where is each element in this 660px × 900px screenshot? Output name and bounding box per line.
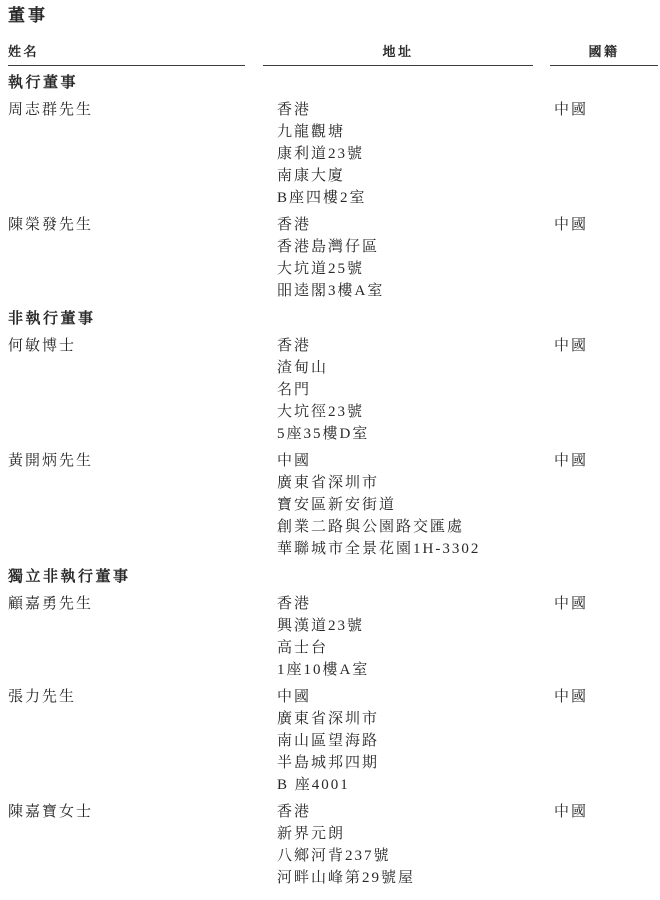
address-line: B座四樓2室 <box>277 190 367 206</box>
page-title: 董事 <box>8 6 48 25</box>
directors-table-body <box>8 72 658 889</box>
address-line: 新界元朗 <box>277 826 346 842</box>
director-address <box>263 450 550 560</box>
address-line: 廣東省深圳市 <box>277 711 380 727</box>
section-heading: 執行董事 <box>8 75 79 91</box>
column-header-nationality: 國籍 <box>550 44 658 66</box>
address-line: 中國 <box>277 689 312 705</box>
table-header-row <box>8 44 658 66</box>
address-line: 5座35樓D室 <box>277 426 370 442</box>
director-row <box>8 335 658 445</box>
director-name: 黃開炳先生 <box>8 453 94 469</box>
director-row <box>8 214 658 302</box>
address-line: 名門 <box>277 382 312 398</box>
address-line: 南山區望海路 <box>277 733 380 749</box>
address-line: 康利道23號 <box>277 146 365 162</box>
director-nationality: 中國 <box>554 338 589 354</box>
address-line: 大坑徑23號 <box>277 404 365 420</box>
address-line: 渣甸山 <box>277 360 329 376</box>
director-nationality: 中國 <box>554 689 589 705</box>
address-line: B 座4001 <box>277 777 350 793</box>
section-heading: 獨立非執行董事 <box>8 569 131 585</box>
address-line: 寶安區新安街道 <box>277 497 397 513</box>
address-line: 香港 <box>277 804 312 820</box>
director-nationality: 中國 <box>554 217 589 233</box>
address-line: 高士台 <box>277 640 329 656</box>
address-line: 香港 <box>277 102 312 118</box>
director-address <box>263 686 550 796</box>
director-name: 張力先生 <box>8 689 77 705</box>
address-line: 大坑道25號 <box>277 261 365 277</box>
director-name: 何敏博士 <box>8 338 77 354</box>
director-row <box>8 99 658 209</box>
address-line: 香港 <box>277 338 312 354</box>
column-header-name: 姓名 <box>8 44 245 66</box>
address-line: 華聯城市全景花園1H-3302 <box>277 541 481 557</box>
director-row <box>8 593 658 681</box>
director-nationality: 中國 <box>554 804 589 820</box>
director-row <box>8 450 658 560</box>
director-name: 陳榮發先生 <box>8 217 94 233</box>
address-line: 興漢道23號 <box>277 618 365 634</box>
director-address <box>263 801 550 889</box>
director-name: 顧嘉勇先生 <box>8 596 94 612</box>
address-line: 八鄉河背237號 <box>277 848 391 864</box>
address-line: 香港 <box>277 596 312 612</box>
director-address <box>263 99 550 209</box>
director-nationality: 中國 <box>554 102 589 118</box>
address-line: 1座10樓A室 <box>277 662 370 678</box>
director-address <box>263 593 550 681</box>
address-line: 中國 <box>277 453 312 469</box>
director-nationality: 中國 <box>554 453 589 469</box>
address-line: 昍逵閣3樓A室 <box>277 283 385 299</box>
address-line: 香港島灣仔區 <box>277 239 380 255</box>
director-address <box>263 335 550 445</box>
director-address <box>263 214 550 302</box>
director-nationality: 中國 <box>554 596 589 612</box>
section-heading: 非執行董事 <box>8 311 96 327</box>
column-header-address: 地址 <box>263 44 533 66</box>
director-row <box>8 686 658 796</box>
director-name: 陳嘉寶女士 <box>8 804 94 820</box>
address-line: 河畔山峰第29號屋 <box>277 870 416 886</box>
address-line: 半島城邦四期 <box>277 755 380 771</box>
address-line: 南康大廈 <box>277 168 346 184</box>
director-name: 周志群先生 <box>8 102 94 118</box>
address-line: 九龍觀塘 <box>277 124 346 140</box>
address-line: 廣東省深圳市 <box>277 475 380 491</box>
address-line: 創業二路與公園路交匯處 <box>277 519 465 535</box>
director-row <box>8 801 658 889</box>
address-line: 香港 <box>277 217 312 233</box>
